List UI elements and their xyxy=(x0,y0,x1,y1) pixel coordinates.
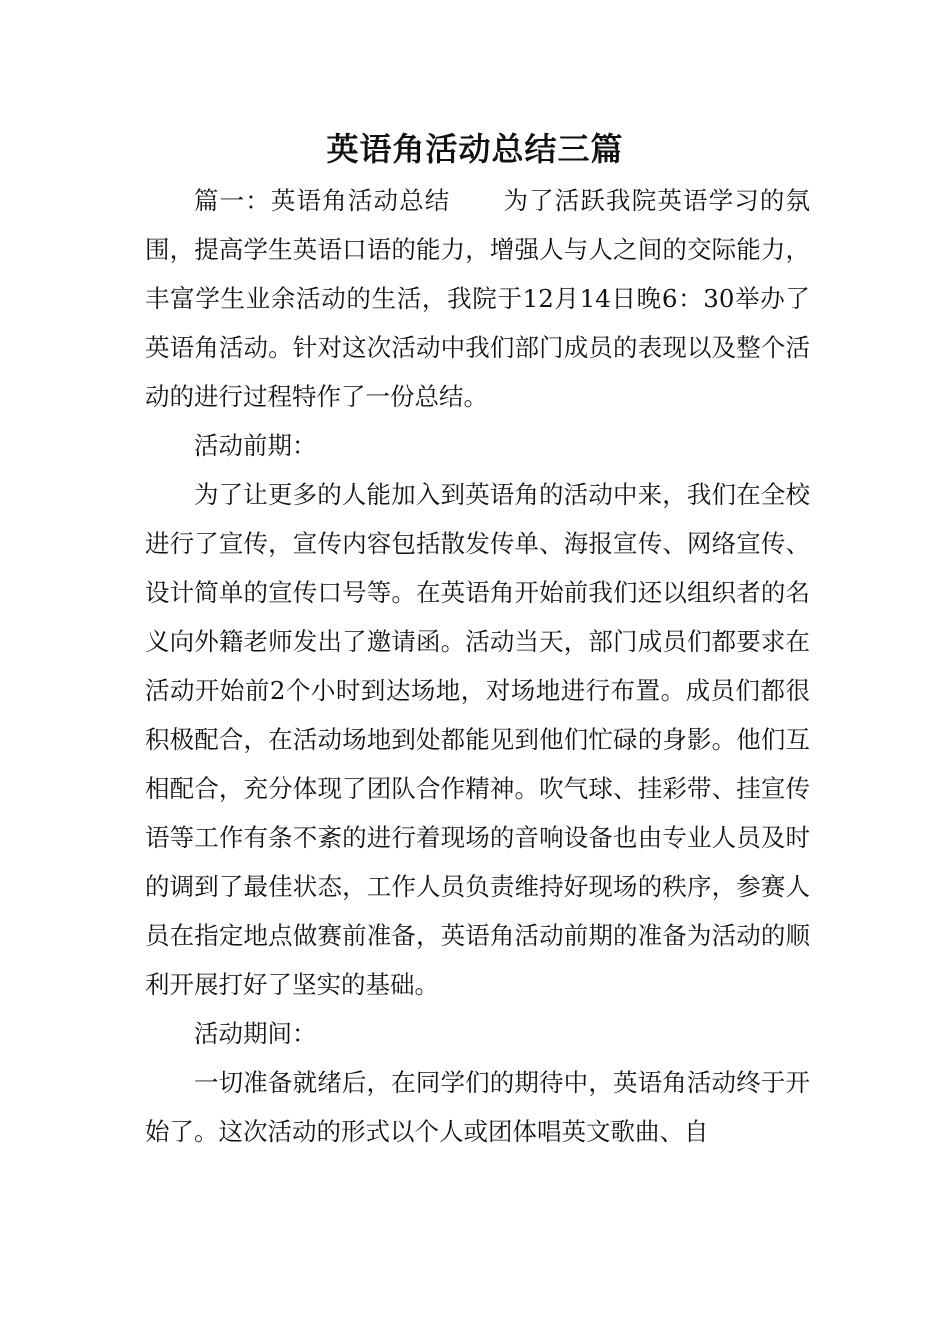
subheading-pre-event: 活动前期： xyxy=(194,431,317,460)
document-title: 英语角活动总结三篇 xyxy=(326,130,624,168)
paragraph-intro xyxy=(145,176,810,421)
document-body xyxy=(145,176,810,1156)
paragraph-pre-event: 为了让更多的人能加入到英语角的活动中来，我们在全校进行了宣传，宣传内容包括散发传单、海报宣传、网络宣传、设计简单的宣传口号等。在英语角开始前我们还以组织者的名义向外籍老师发出了邀请函。活动当天，部门成员们都要求在活动开始前2个小时到达场地，对场地进行布置。成员们都很积极配合，在活动场地到处都能见到他们忙碌的身影。他们互相配合，充分体现了团队合作精神。吹气球、挂彩带、挂宣传语等工作有条不紊的进行着现场的音响设备也由专业人员及时的调到了最佳状态，工作人员负责维持好现场的秩序，参赛人员在指定地点做赛前准备，英语角活动前期的准备为活动的顺利开展打好了坚实的基础。 xyxy=(145,480,810,999)
paragraph-during-event: 一切准备就绪后，在同学们的期待中，英语角活动终于开始了。这次活动的形式以个人或团体唱英文歌曲、自 xyxy=(145,1068,810,1146)
section-heading-part-one: 篇一：英语角活动总结 xyxy=(194,186,451,215)
subheading-during-event: 活动期间： xyxy=(194,1019,317,1048)
paragraph-intro-text: 为了活跃我院英语学习的氛围，提高学生英语口语的能力，增强人与人之间的交际能力，丰富学生业余活动的生活，我院于12月14日晚6：30举办了英语角活动。针对这次活动中我们部门成员的表现以及整个活动的进行过程特作了一份总结。 xyxy=(145,186,811,411)
